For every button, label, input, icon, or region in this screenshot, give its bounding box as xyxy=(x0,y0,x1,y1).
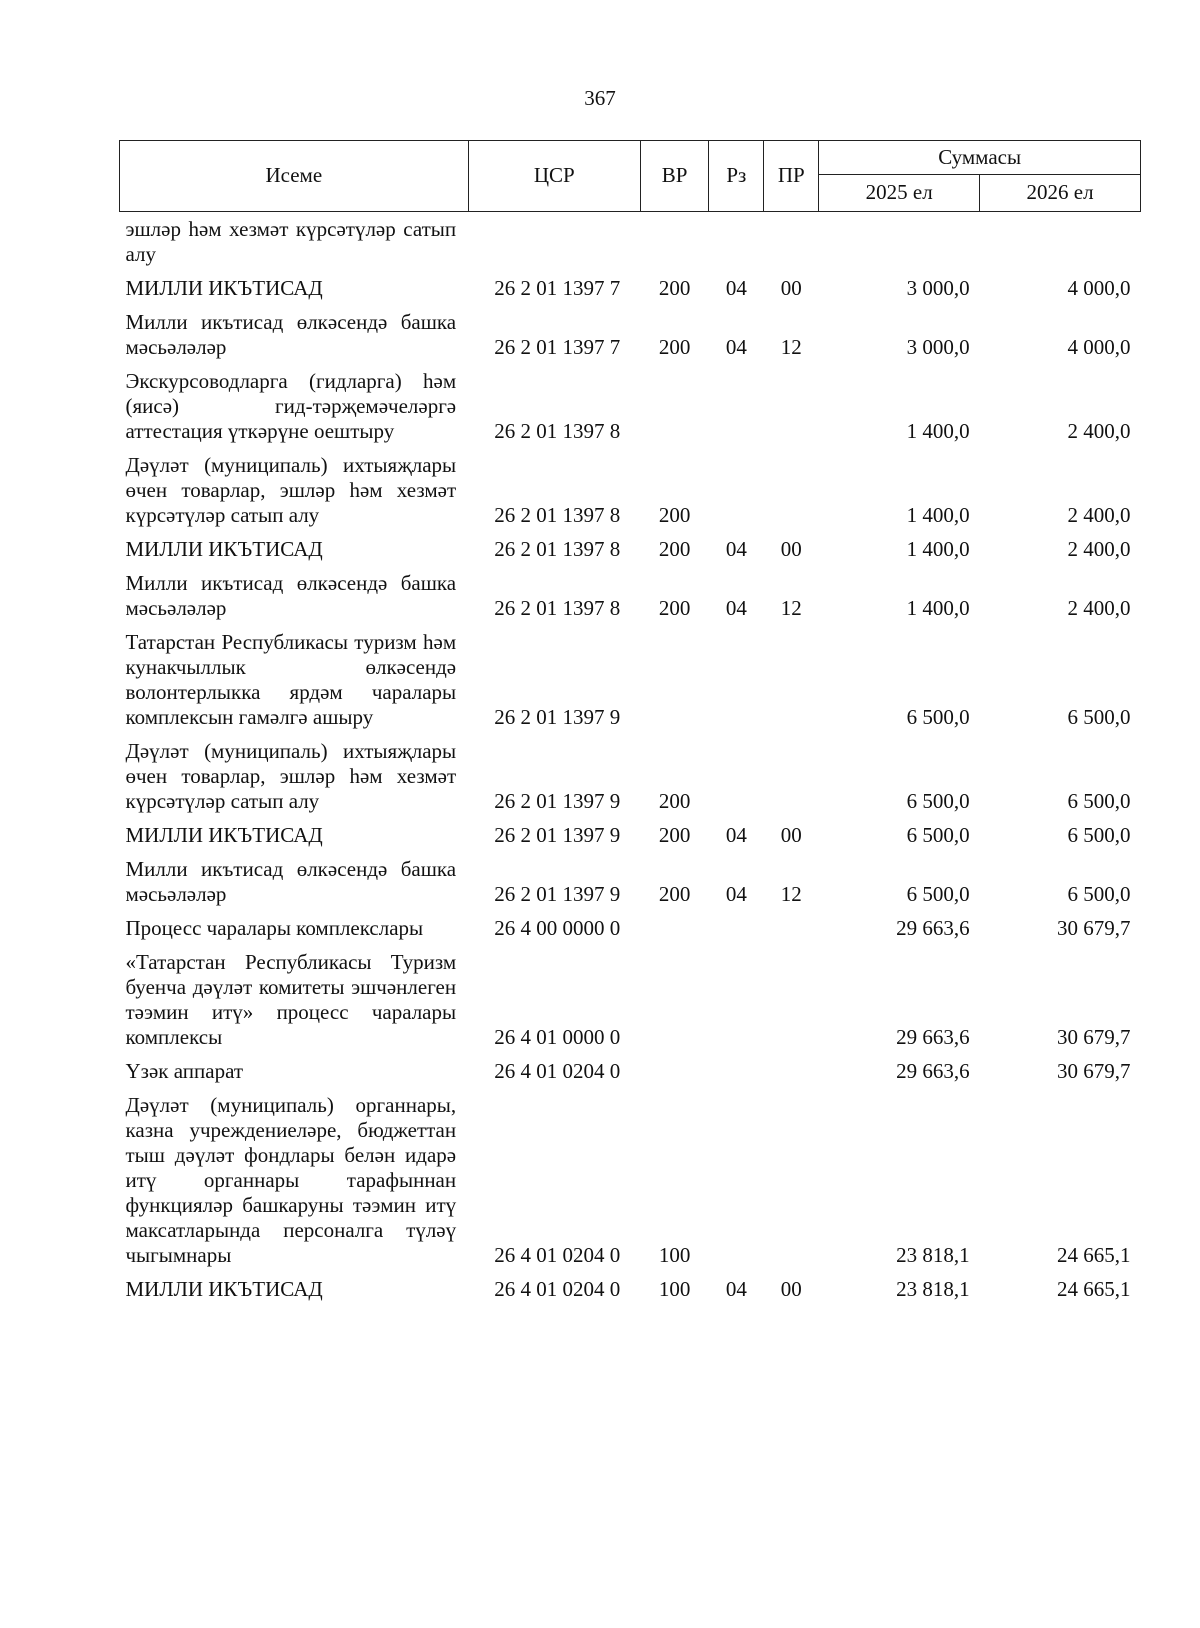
row-amount-2026: 6 500,0 xyxy=(1067,705,1131,729)
row-vr: 100 xyxy=(658,1243,691,1267)
row-csr: 26 2 01 1397 8 xyxy=(494,503,621,527)
row-name: Дәүләт (муниципаль) ихтыяҗлары өчен товарлар, эшләр һәм хезмәт күрсәтүләр сатып алу xyxy=(125,453,457,527)
row-rz xyxy=(709,448,764,532)
row-amount-2025: 6 500,0 xyxy=(906,705,970,729)
table-row xyxy=(120,945,1141,1054)
row-rz: 04 xyxy=(725,882,747,906)
row-pr xyxy=(764,625,819,734)
row-amount-2025: 29 663,6 xyxy=(896,1059,970,1083)
row-csr: 26 2 01 1397 9 xyxy=(494,823,621,847)
row-amount-2026: 6 500,0 xyxy=(1067,882,1131,906)
row-name: МИЛЛИ ИКЪТИСАД xyxy=(125,1277,323,1301)
row-name: Үзәк аппарат xyxy=(125,1059,244,1083)
row-amount-2025: 29 663,6 xyxy=(896,1025,970,1049)
row-csr: 26 4 00 0000 0 xyxy=(494,916,621,940)
row-amount-2025: 1 400,0 xyxy=(906,596,970,620)
row-vr: 200 xyxy=(658,537,691,561)
row-pr: 00 xyxy=(780,823,802,847)
row-name: Экскурсоводларга (гидларга) һәм (яисә) гид-тәрҗемәчеләргә аттестация үткәрүне оештыру xyxy=(125,369,457,443)
row-pr xyxy=(764,448,819,532)
row-vr: 100 xyxy=(658,1277,691,1301)
row-amount-2026: 2 400,0 xyxy=(1067,503,1131,527)
row-csr: 26 2 01 1397 8 xyxy=(494,419,621,443)
row-pr xyxy=(764,364,819,448)
row-pr xyxy=(764,1088,819,1272)
row-amount-2026: 30 679,7 xyxy=(1057,1025,1131,1049)
row-vr: 200 xyxy=(658,789,691,813)
row-pr: 00 xyxy=(780,537,802,561)
row-name: Дәүләт (муниципаль) органнары, казна учреждениеләре, бюджеттан тыш дәүләт фондлары белән идарә итү органнары тарафыннан функцияләр башкаруны тәэмин итү максатларында персоналга түләү чыгымнары xyxy=(125,1093,457,1267)
row-csr: 26 2 01 1397 7 xyxy=(494,335,621,359)
table-row xyxy=(120,448,1141,532)
row-amount-2025: 3 000,0 xyxy=(906,335,970,359)
row-amount-2026 xyxy=(980,212,1141,272)
row-rz: 04 xyxy=(725,335,747,359)
row-pr xyxy=(764,945,819,1054)
table-row xyxy=(120,911,1141,945)
row-vr: 200 xyxy=(658,503,691,527)
row-rz: 04 xyxy=(725,537,747,561)
table-row xyxy=(120,271,1141,305)
row-pr xyxy=(764,911,819,945)
row-name: Милли икътисад өлкәсендә башка мәсьәләләр xyxy=(125,310,457,359)
table-row xyxy=(120,852,1141,911)
header-name: Исеме xyxy=(120,141,469,212)
row-pr: 12 xyxy=(780,335,802,359)
row-name: Милли икътисад өлкәсендә башка мәсьәләләр xyxy=(125,571,457,620)
row-amount-2026: 2 400,0 xyxy=(1067,537,1131,561)
row-rz xyxy=(709,625,764,734)
row-vr xyxy=(640,625,708,734)
row-pr xyxy=(764,212,819,272)
table-row xyxy=(120,818,1141,852)
row-name: Татарстан Республикасы туризм һәм кунакчыллык өлкәсендә волонтерлыкка ярдәм чаралары комплексын гамәлгә ашыру xyxy=(125,630,457,729)
row-csr: 26 2 01 1397 7 xyxy=(494,276,621,300)
row-rz xyxy=(709,1088,764,1272)
row-rz xyxy=(709,212,764,272)
row-amount-2026: 24 665,1 xyxy=(1057,1243,1131,1267)
table-row xyxy=(120,734,1141,818)
table-row xyxy=(120,212,1141,272)
row-vr: 200 xyxy=(658,823,691,847)
row-pr: 00 xyxy=(780,1277,802,1301)
table-row xyxy=(120,1088,1141,1272)
row-amount-2025: 23 818,1 xyxy=(896,1277,970,1301)
row-name: Процесс чаралары комплекслары xyxy=(125,916,424,940)
row-pr: 12 xyxy=(780,882,802,906)
table-row xyxy=(120,625,1141,734)
header-year-2025: 2025 ел xyxy=(819,175,980,212)
table-row xyxy=(120,1054,1141,1088)
row-csr: 26 2 01 1397 9 xyxy=(494,705,621,729)
row-amount-2025: 29 663,6 xyxy=(896,916,970,940)
row-rz: 04 xyxy=(725,596,747,620)
row-pr xyxy=(764,734,819,818)
row-amount-2026: 4 000,0 xyxy=(1067,335,1131,359)
row-csr: 26 2 01 1397 9 xyxy=(494,789,621,813)
row-amount-2026: 4 000,0 xyxy=(1067,276,1131,300)
table-row xyxy=(120,1272,1141,1306)
row-vr xyxy=(640,911,708,945)
header-csr: ЦСР xyxy=(468,141,640,212)
row-name: эшләр һәм хезмәт күрсәтүләр сатып алу xyxy=(125,217,457,266)
row-name: МИЛЛИ ИКЪТИСАД xyxy=(125,276,323,300)
header-pr: ПР xyxy=(764,141,819,212)
row-name: МИЛЛИ ИКЪТИСАД xyxy=(125,823,323,847)
row-amount-2025: 6 500,0 xyxy=(906,823,970,847)
row-vr: 200 xyxy=(658,335,691,359)
row-amount-2026: 2 400,0 xyxy=(1067,419,1131,443)
row-rz xyxy=(709,1054,764,1088)
row-vr: 200 xyxy=(658,276,691,300)
table-row xyxy=(120,364,1141,448)
row-rz xyxy=(709,734,764,818)
row-vr xyxy=(640,1054,708,1088)
table-header xyxy=(120,141,1141,212)
row-rz xyxy=(709,364,764,448)
table-row xyxy=(120,566,1141,625)
row-csr: 26 2 01 1397 8 xyxy=(494,596,621,620)
row-vr: 200 xyxy=(658,596,691,620)
row-amount-2025: 6 500,0 xyxy=(906,789,970,813)
row-amount-2025: 3 000,0 xyxy=(906,276,970,300)
table-row xyxy=(120,305,1141,364)
row-name: «Татарстан Республикасы Туризм буенча дәүләт комитеты эшчәнлеген тәэмин итү» процесс чаралары комплексы xyxy=(125,950,457,1049)
row-name: МИЛЛИ ИКЪТИСАД xyxy=(125,537,323,561)
header-year-2026: 2026 ел xyxy=(980,175,1141,212)
row-amount-2025: 23 818,1 xyxy=(896,1243,970,1267)
row-csr: 26 4 01 0204 0 xyxy=(494,1243,621,1267)
table-row xyxy=(120,532,1141,566)
row-amount-2025: 6 500,0 xyxy=(906,882,970,906)
header-vr: ВР xyxy=(640,141,708,212)
row-pr: 12 xyxy=(780,596,802,620)
row-rz xyxy=(709,911,764,945)
row-amount-2026: 24 665,1 xyxy=(1057,1277,1131,1301)
row-vr: 200 xyxy=(658,882,691,906)
row-rz: 04 xyxy=(725,276,747,300)
row-amount-2026: 30 679,7 xyxy=(1057,916,1131,940)
header-sums: Суммасы xyxy=(819,141,1141,175)
row-csr: 26 4 01 0204 0 xyxy=(494,1059,621,1083)
row-vr xyxy=(640,364,708,448)
row-csr xyxy=(468,212,640,272)
row-csr: 26 4 01 0204 0 xyxy=(494,1277,621,1301)
page-number: 367 xyxy=(584,86,616,110)
row-amount-2026: 30 679,7 xyxy=(1057,1059,1131,1083)
row-rz: 04 xyxy=(725,1277,747,1301)
row-name: Дәүләт (муниципаль) ихтыяҗлары өчен товарлар, эшләр һәм хезмәт күрсәтүләр сатып алу xyxy=(125,739,457,813)
row-csr: 26 2 01 1397 9 xyxy=(494,882,621,906)
row-amount-2025: 1 400,0 xyxy=(906,537,970,561)
row-csr: 26 4 01 0000 0 xyxy=(494,1025,621,1049)
row-amount-2026: 2 400,0 xyxy=(1067,596,1131,620)
row-rz xyxy=(709,945,764,1054)
row-vr xyxy=(640,212,708,272)
row-name: Милли икътисад өлкәсендә башка мәсьәләләр xyxy=(125,857,457,906)
row-amount-2025 xyxy=(819,212,980,272)
row-amount-2026: 6 500,0 xyxy=(1067,789,1131,813)
table-body xyxy=(120,212,1141,1307)
row-pr xyxy=(764,1054,819,1088)
row-vr xyxy=(640,945,708,1054)
row-amount-2025: 1 400,0 xyxy=(906,419,970,443)
row-pr: 00 xyxy=(780,276,802,300)
budget-table xyxy=(119,140,1141,1306)
header-rz: Рз xyxy=(709,141,764,212)
row-amount-2025: 1 400,0 xyxy=(906,503,970,527)
row-csr: 26 2 01 1397 8 xyxy=(494,537,621,561)
row-amount-2026: 6 500,0 xyxy=(1067,823,1131,847)
row-rz: 04 xyxy=(725,823,747,847)
